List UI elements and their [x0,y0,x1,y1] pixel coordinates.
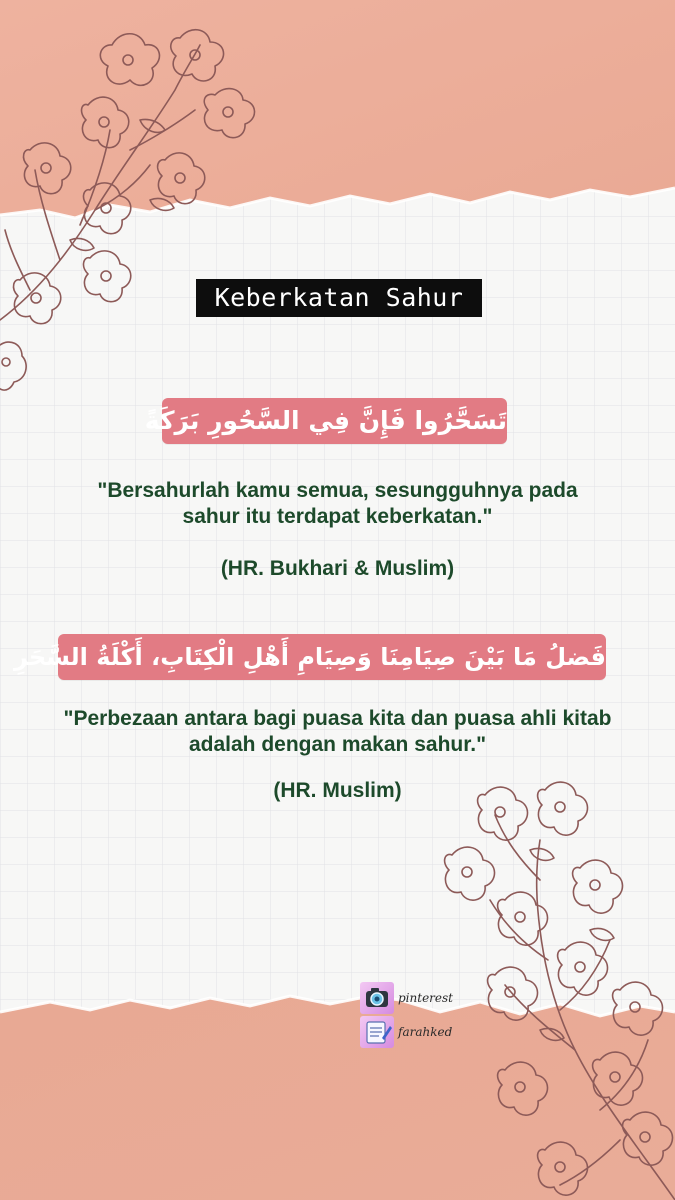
camera-icon [360,982,394,1014]
credit-farahked [360,1012,452,1052]
credit-farahked-label: farahked [398,1025,453,1039]
notepad-icon [360,1016,394,1048]
hadith-2-translation-line-1: "Perbezaan antara bagi puasa kita dan puasa ahli kitab [63,707,612,730]
hadith-2-arabic-text: فَضلُ مَا بَيْنَ صِيَامِنَا وَصِيَامِ أَهْلِ الْكِتَابِ، أَكْلَةُ السَّحَرِ [58,634,606,680]
hadith-1-reference: (HR. Bukhari & Muslim) [220,557,455,580]
hadith-1-translation-line-2: sahur itu terdapat keberkatan." [182,505,493,528]
hadith-1-arabic-text: تَسَحَّرُوا فَإِنَّ فِي السَّحُورِ بَرَكَةً [162,398,507,444]
hadith-1-translation-line-1: "Bersahurlah kamu semua, sesungguhnya pada [97,479,578,502]
credit-pinterest-label: pinterest [398,991,453,1005]
hadith-1-translation [20,478,655,530]
page-title: Keberkatan Sahur [196,279,482,317]
hadith-2-translation [20,706,655,758]
hadith-2-reference: (HR. Muslim) [273,779,402,802]
hadith-2-translation-line-2: adalah dengan makan sahur." [188,733,487,756]
